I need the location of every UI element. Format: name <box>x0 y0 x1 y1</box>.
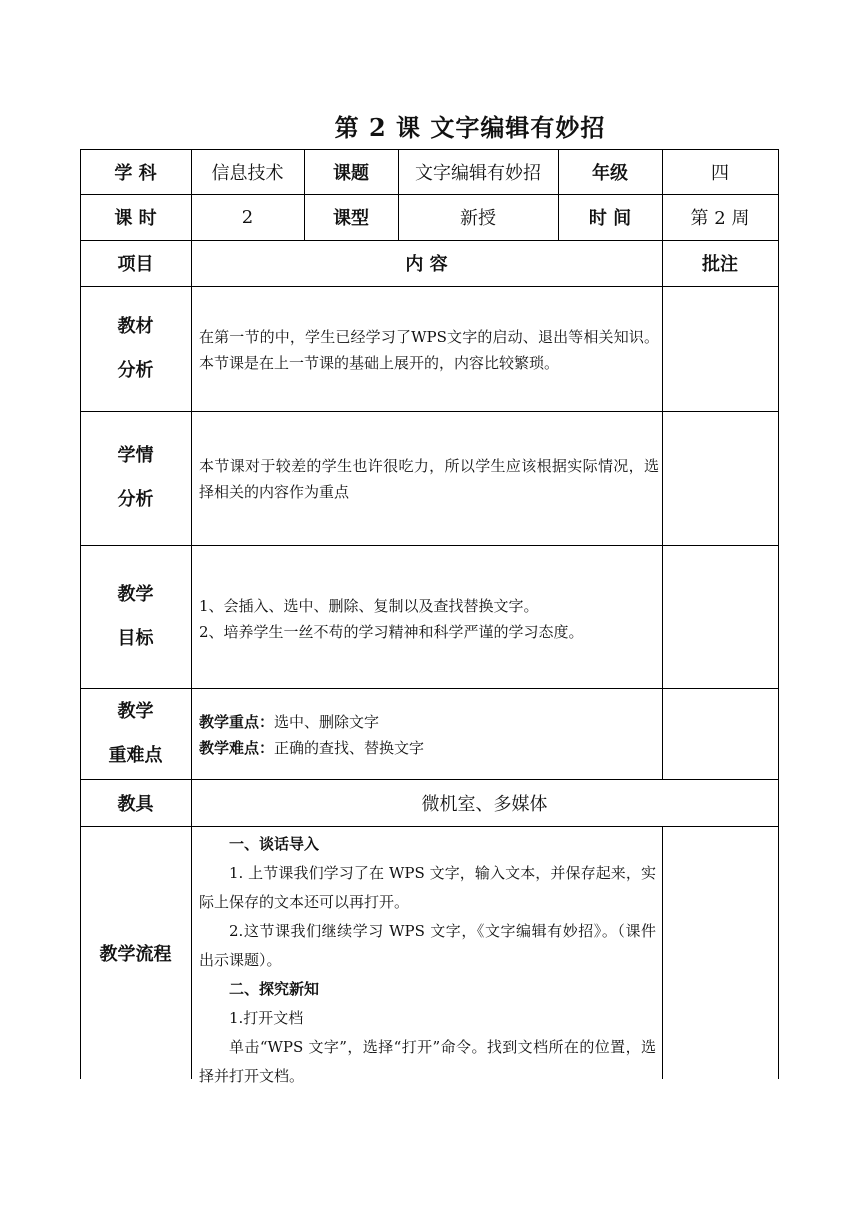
teaching-process-label: 教学流程 <box>99 943 172 965</box>
page-title: 第 2 课 文字编辑有妙招 <box>334 113 606 142</box>
material-analysis-label: 教材 分析 <box>117 315 154 381</box>
teaching-goals-label: 教学 目标 <box>117 583 154 649</box>
hard-point-line: 教学难点：正确的查找、替换文字 <box>199 739 425 757</box>
type-label: 课型 <box>333 208 369 229</box>
time-label: 时 间 <box>588 208 632 229</box>
student-analysis-label: 学情 分析 <box>117 445 154 510</box>
hours-label: 课 时 <box>114 208 157 229</box>
goal-line-2: 2、培养学生一丝不苟的学习精神和科学严谨的学习态度。 <box>199 623 584 641</box>
student-analysis-text: 本节课对于较差的学生也许很吃力，所以学生应该根据实际情况，选择相关的内容作为重点 <box>199 457 659 501</box>
process-paragraph-4: 单击“WPS 文字”，选择“打开”命令。找到文档所在的位置，选择并打开文档。 <box>199 1038 656 1085</box>
grade-value: 四 <box>711 162 729 184</box>
topic-label: 课题 <box>333 162 369 184</box>
note-header: 批注 <box>702 254 738 275</box>
process-heading-1: 一、谈话导入 <box>229 835 320 853</box>
teaching-process-text <box>199 830 656 1091</box>
process-paragraph-2: 2.这节课我们继续学习 WPS 文字，《文字编辑有妙招》。（课件出示课题）。 <box>199 922 656 969</box>
teaching-goals-text <box>199 593 659 645</box>
subject-label: 学 科 <box>114 162 157 184</box>
process-heading-2: 二、探究新知 <box>229 980 320 998</box>
time-value: 第 2 周 <box>690 208 750 229</box>
item-header: 项目 <box>117 254 154 275</box>
key-points-text <box>199 709 659 761</box>
hours-value: 2 <box>241 206 254 228</box>
process-paragraph-3: 1.打开文档 <box>229 1009 304 1027</box>
tools-label: 教具 <box>117 793 154 815</box>
tools-text: 微机室、多媒体 <box>421 793 548 815</box>
goal-line-1: 1、会插入、选中、删除、复制以及查找替换文字。 <box>199 597 539 615</box>
type-value: 新授 <box>460 208 496 229</box>
grade-label: 年级 <box>592 162 628 184</box>
material-analysis-text: 在第一节的中，学生已经学习了WPS文字的启动、退出等相关知识。本节课是在上一节课的基础上展开的，内容比较繁琐。 <box>199 328 659 372</box>
content-header: 内 容 <box>405 254 448 275</box>
key-point-line: 教学重点：选中、删除文字 <box>199 713 380 731</box>
subject-value: 信息技术 <box>211 162 284 184</box>
key-points-label: 教学 重难点 <box>108 700 163 766</box>
lesson-plan-table <box>80 149 779 1085</box>
topic-value: 文字编辑有妙招 <box>415 162 541 184</box>
process-paragraph-1: 1. 上节课我们学习了在 WPS 文字，输入文本，并保存起来，实际上保存的文本还可以再打开。 <box>199 864 656 911</box>
